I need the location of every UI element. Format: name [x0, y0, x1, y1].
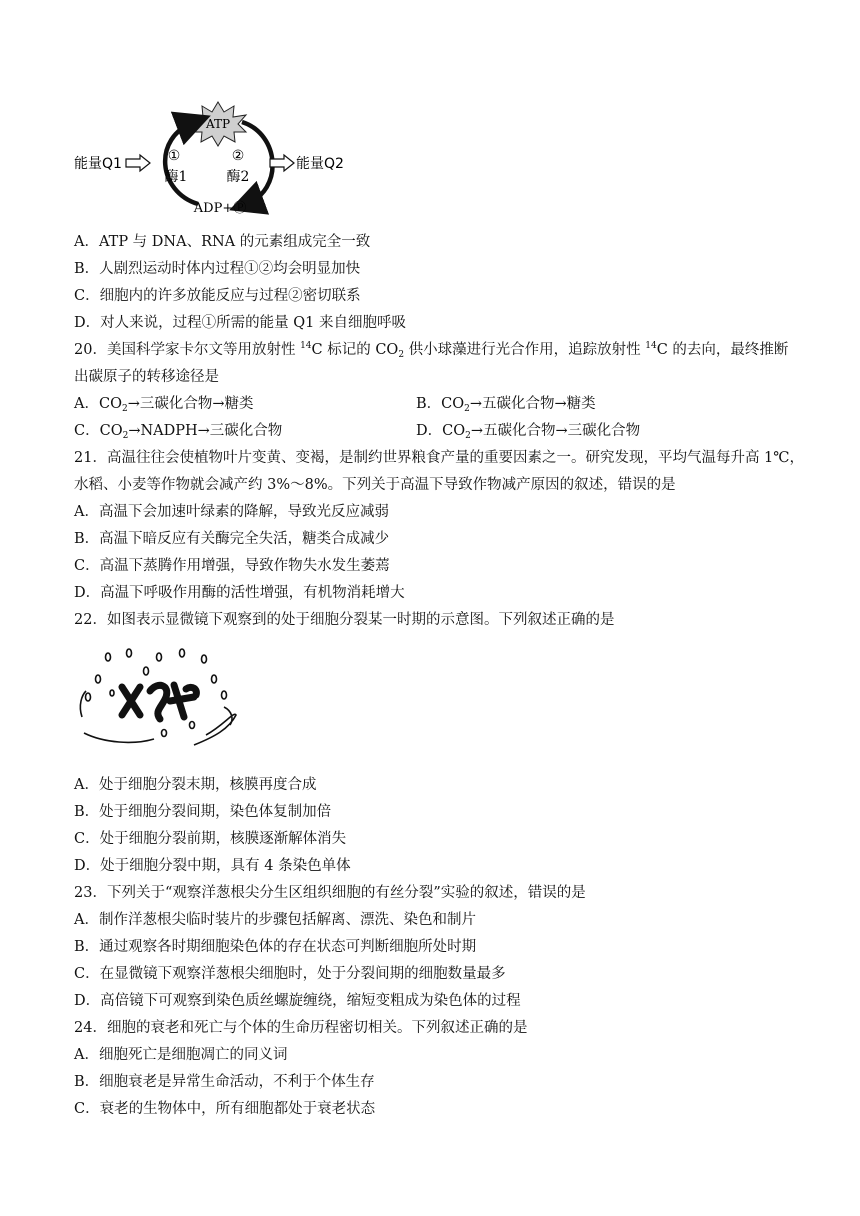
q21-stem-line2: 水稻、小麦等作物就会减产约 3%～8%。下列关于高温下导致作物减产原因的叙述，错误的是 [74, 477, 676, 493]
energy-q1-label: 能量Q1 [74, 156, 122, 172]
q22-option-a: A．处于细胞分裂末期，核膜再度合成 [74, 777, 317, 793]
q20-options-row2 [74, 421, 641, 441]
q23-option-d: D．高倍镜下可观察到染色质丝螺旋缠绕，缩短变粗成为染色体的过程 [74, 993, 521, 1009]
q22-option-b: B．处于细胞分裂间期，染色体复制加倍 [74, 804, 332, 820]
process2-enzyme: 酶2 [226, 169, 250, 185]
chromosomes [122, 685, 196, 719]
q20-options-row1 [74, 394, 596, 414]
q21-stem-line1: 21．高温往往会使植物叶片变黄、变褐，是制约世界粮食产量的重要因素之一。研究发现，平均气温每升高 1℃， [74, 450, 805, 466]
q20-stem-line2: 出碳原子的转移途径是 [74, 369, 219, 385]
q20-option-b: B．$CO_2\to$五碳化合物→糖类 [416, 396, 596, 414]
atp-label: ATP [205, 117, 231, 131]
q22-stem: 22．如图表示显微镜下观察到的处于细胞分裂某一时期的示意图。下列叙述正确的是 [74, 612, 615, 628]
q21-option-c: C．高温下蒸腾作用增强，导致作物失水发生萎蔫 [74, 558, 390, 574]
q22-option-d: D．处于细胞分裂中期，具有 4 条染色单体 [74, 858, 351, 874]
atp-cycle-diagram [70, 100, 360, 220]
process1-number: ① [167, 148, 181, 164]
q23-option-b: B．通过观察各时期细胞染色体的存在状态可判断细胞所处时期 [74, 939, 477, 955]
q24-stem: 24．细胞的衰老和死亡与个体的生命历程密切相关。下列叙述正确的是 [74, 1020, 528, 1036]
process1-enzyme: 酶1 [164, 169, 188, 185]
q22-option-c: C．处于细胞分裂前期，核膜逐渐解体消失 [74, 831, 347, 847]
q20-option-d: D．$CO_2\to$五碳化合物→三碳化合物 [416, 423, 641, 441]
q19-option-d: D．对人来说，过程①所需的能量 Q1 来自细胞呼吸 [74, 315, 406, 331]
process2-number: ② [231, 148, 245, 164]
q21-option-d: D．高温下呼吸作用酶的活性增强，有机物消耗增大 [74, 585, 405, 601]
q19-option-c: C．细胞内的许多放能反应与过程②密切联系 [74, 288, 361, 304]
adp-label: ADP+Ⓟ [193, 201, 247, 216]
q20-option-a: A．$CO_2\to$三碳化合物→糖类 [74, 396, 254, 414]
q21-option-b: B．高温下暗反应有关酶完全失活，糖类合成减少 [74, 531, 390, 547]
q20-stem-line1: 20．美国科学家卡尔文等用放射性 $^{14}$C 标记的 $CO_2$ 供小球藻进行光合作用，追踪放射性 $^{14}$C 的去向，最终推断 [74, 341, 789, 360]
q19-option-a: A．ATP 与 DNA、RNA 的元素组成完全一致 [74, 234, 371, 250]
q24-option-b: B．细胞衰老是异常生命活动，不利于个体生存 [74, 1074, 375, 1090]
q21-option-a: A．高温下会加速叶绿素的降解，导致光反应减弱 [74, 504, 389, 520]
energy-in-arrow-icon [126, 155, 150, 171]
q23-stem: 23．下列关于“观察洋葱根尖分生区组织细胞的有丝分裂”实验的叙述，错误的是 [74, 885, 586, 901]
cell-division-figure [74, 645, 244, 755]
q24-option-c: C．衰老的生物体中，所有细胞都处于衰老状态 [74, 1101, 376, 1117]
energy-q2-label: 能量Q2 [296, 156, 344, 172]
q23-option-a: A．制作洋葱根尖临时装片的步骤包括解离、漂洗、染色和制片 [74, 912, 476, 928]
hydrolysis-arc [242, 122, 273, 204]
q20-option-c: C．$CO_2\to NADPH\to$三碳化合物 [74, 423, 283, 441]
q23-option-c: C．在显微镜下观察洋葱根尖细胞时，处于分裂间期的细胞数量最多 [74, 966, 506, 982]
q19-option-b: B．人剧烈运动时体内过程①②均会明显加快 [74, 261, 361, 277]
q24-option-a: A．细胞死亡是细胞凋亡的同义词 [74, 1047, 288, 1063]
